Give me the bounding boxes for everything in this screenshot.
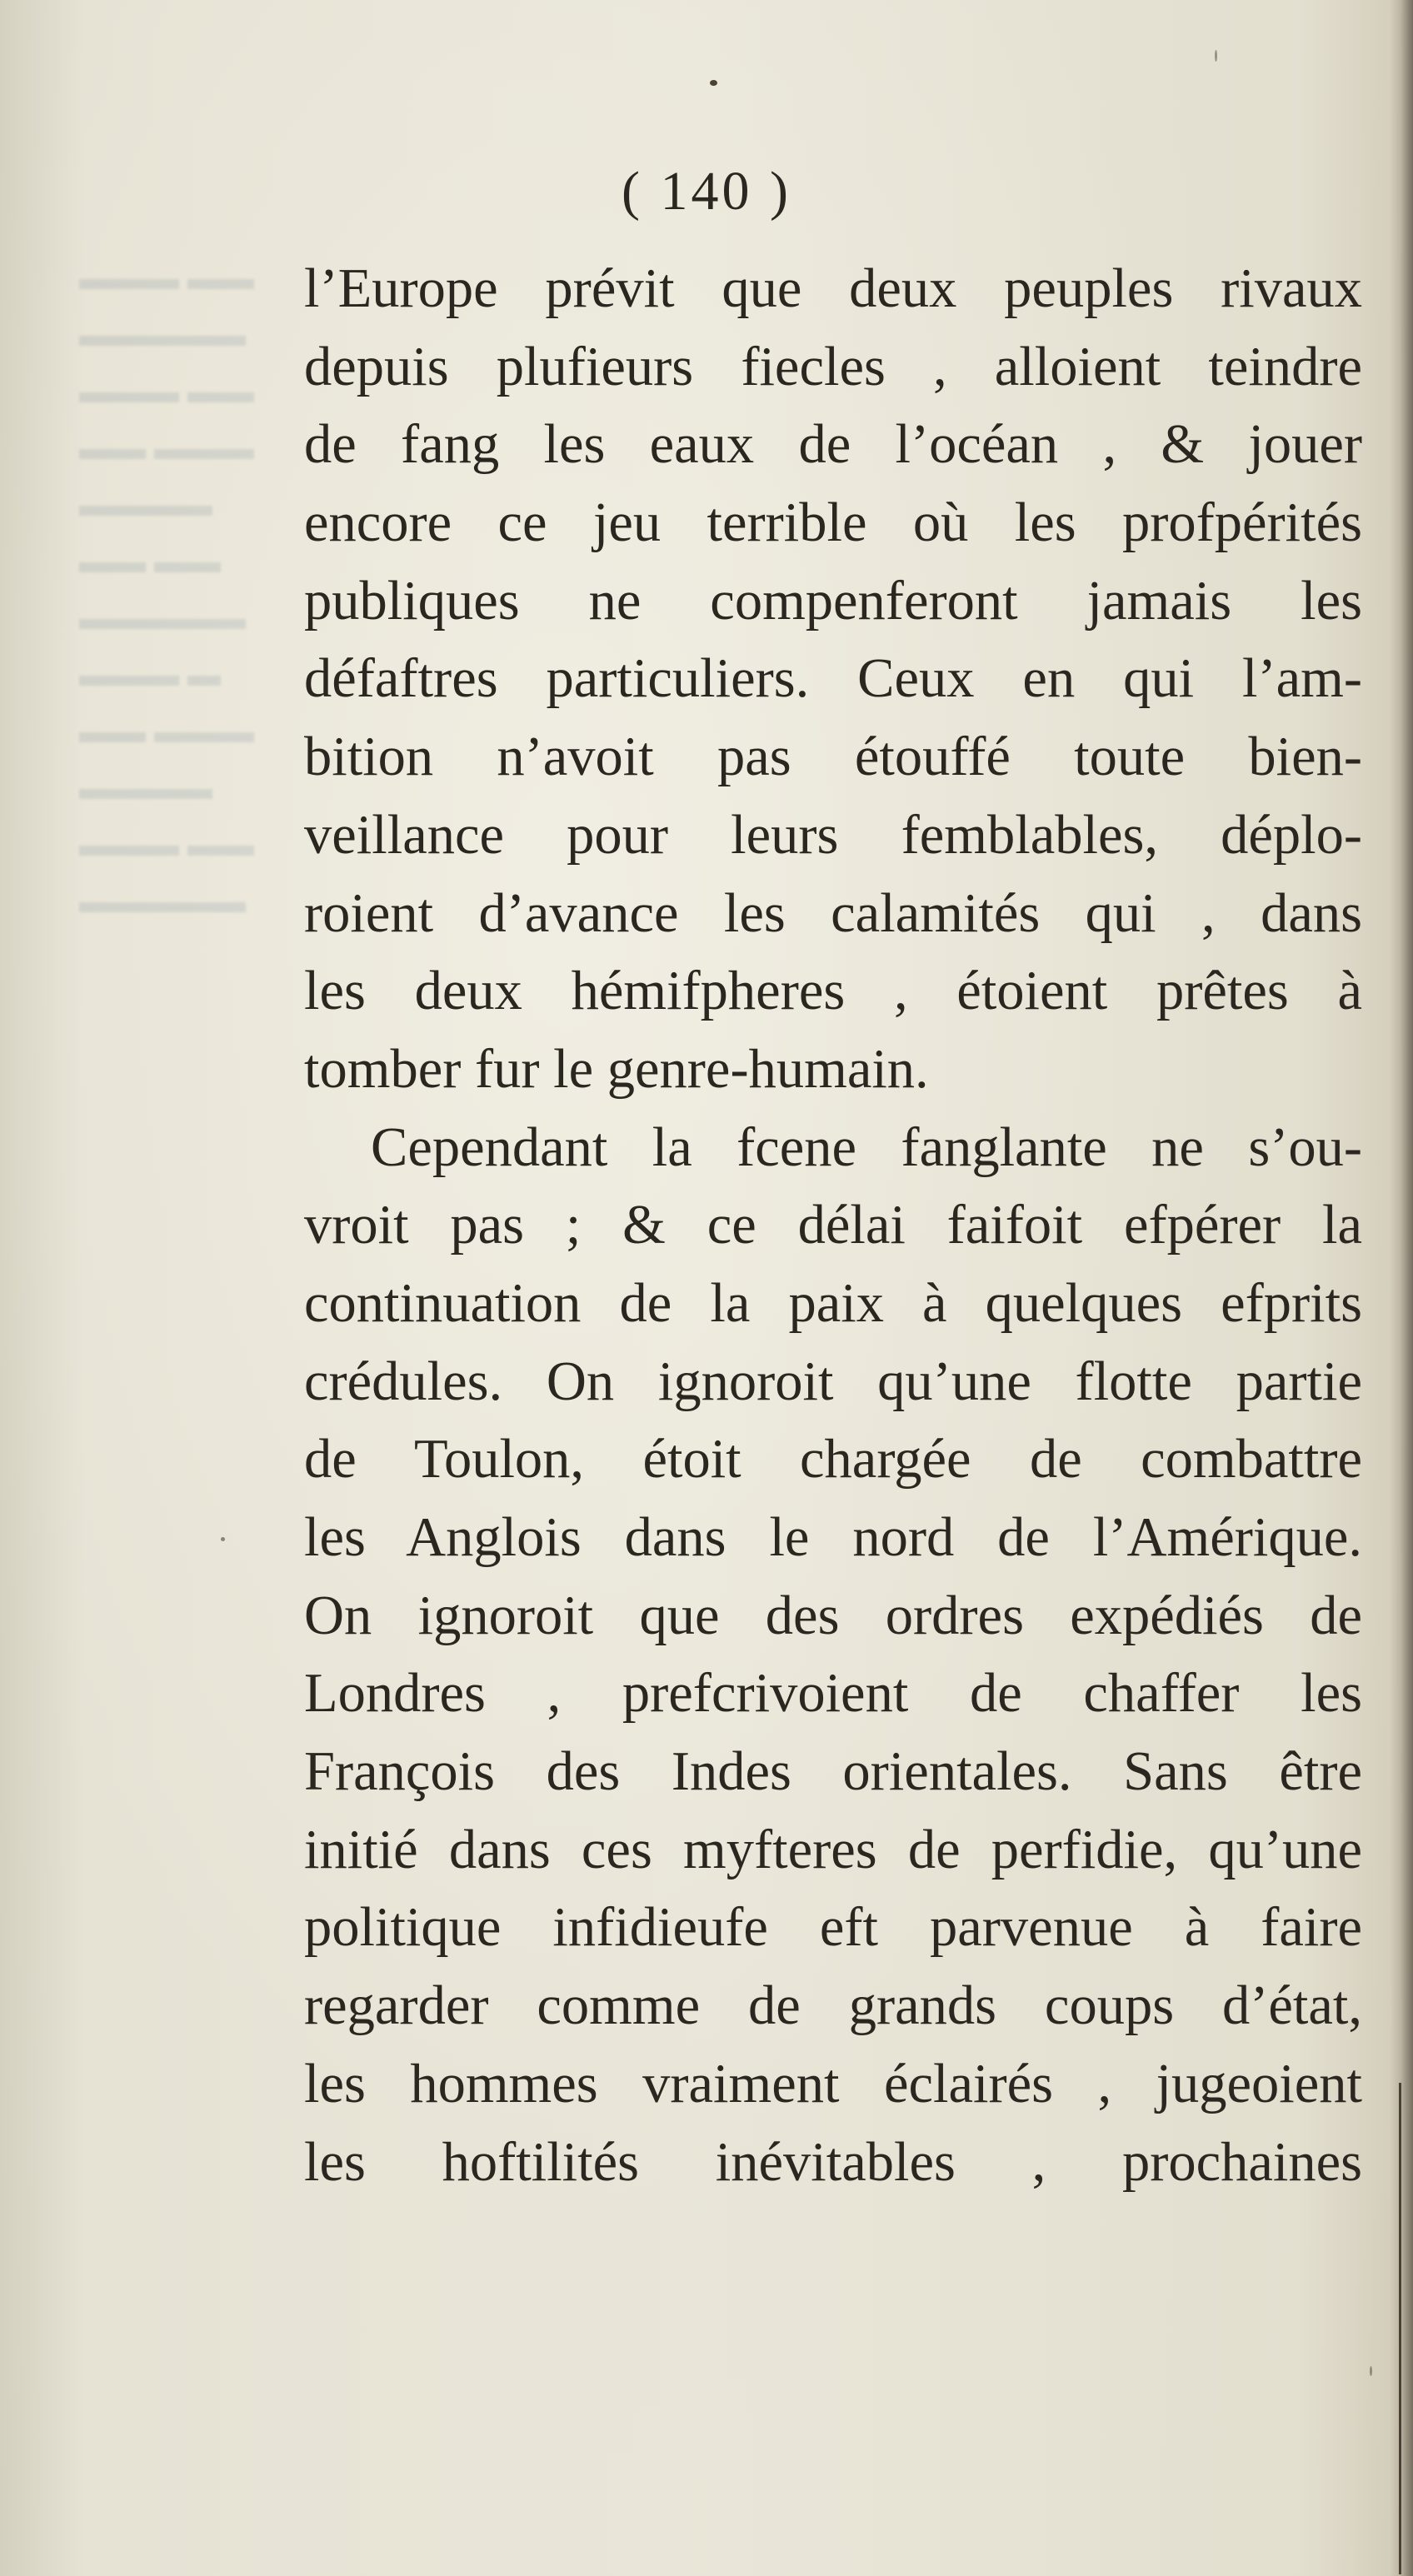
ink-speck <box>1370 2366 1372 2376</box>
page-edge-shadow <box>1390 0 1413 2576</box>
text-line: politique infidieufe eft parvenue à faire <box>304 1897 1362 1959</box>
text-line: On ignoroit que des ordres expédiés de <box>304 1585 1362 1646</box>
text-line: de fang les eaux de l’océan , & jouer <box>304 414 1362 476</box>
text-line: les Anglois dans le nord de l’Amérique. <box>304 1507 1362 1568</box>
body-text <box>304 250 1362 2201</box>
ink-speck <box>221 1537 225 1541</box>
text-line: défaftres particuliers. Ceux en qui l’am- <box>304 648 1362 710</box>
text-line: regarder comme de grands coups d’état, <box>304 1975 1362 2037</box>
text-line: vroit pas ; & ce délai faifoit efpérer la <box>304 1195 1362 1256</box>
text-line: François des Indes orientales. Sans être <box>304 1741 1362 1803</box>
text-line: depuis plufieurs fiecles , alloient teindre <box>304 336 1362 397</box>
text-line: initié dans ces myfteres de perfidie, qu’une <box>304 1819 1362 1880</box>
text-line: tomber fur le genre-humain. <box>304 1038 929 1100</box>
page-number: ( 140 ) <box>622 161 791 222</box>
text-line: veillance pour leurs femblables, déplo- <box>304 804 1362 866</box>
facing-page-bleed-through: ▬▬▬ ▬▬ ▬▬▬▬▬ ▬▬▬ ▬▬ ▬▬ ▬▬▬ ▬▬▬▬ ▬▬ ▬▬ ▬▬▬▬▬ ▬▬▬ ▬ ▬▬ ▬▬▬ ▬▬▬▬ ▬▬▬ ▬▬ ▬▬▬▬▬ <box>79 259 254 920</box>
ink-speck <box>1215 50 1217 62</box>
text-line: l’Europe prévit que deux peuples rivaux <box>304 258 1362 319</box>
text-line: de Toulon, étoit chargée de combattre <box>304 1429 1362 1490</box>
text-line: roient d’avance les calamités qui , dans <box>304 882 1362 944</box>
text-line: encore ce jeu terrible où les profpérités <box>304 492 1362 554</box>
text-line: crédules. On ignoroit qu’une flotte partie <box>304 1350 1362 1412</box>
ink-speck <box>710 80 717 86</box>
text-line: Londres , prefcrivoient de chaffer les <box>304 1663 1362 1725</box>
text-line: Cependant la fcene fanglante ne s’ou- <box>371 1116 1362 1178</box>
text-line: les hoftilités inévitables , prochaines <box>304 2131 1362 2193</box>
page-edge-line <box>1399 2083 1401 2574</box>
text-line: les deux hémifpheres , étoient prêtes à <box>304 961 1362 1022</box>
text-line: publiques ne compenferont jamais les <box>304 570 1362 632</box>
text-line: bition n’avoit pas étouffé toute bien- <box>304 726 1362 788</box>
text-line: continuation de la paix à quelques efprits <box>304 1272 1362 1334</box>
text-line: les hommes vraiment éclairés , jugeoient <box>304 2053 1362 2114</box>
